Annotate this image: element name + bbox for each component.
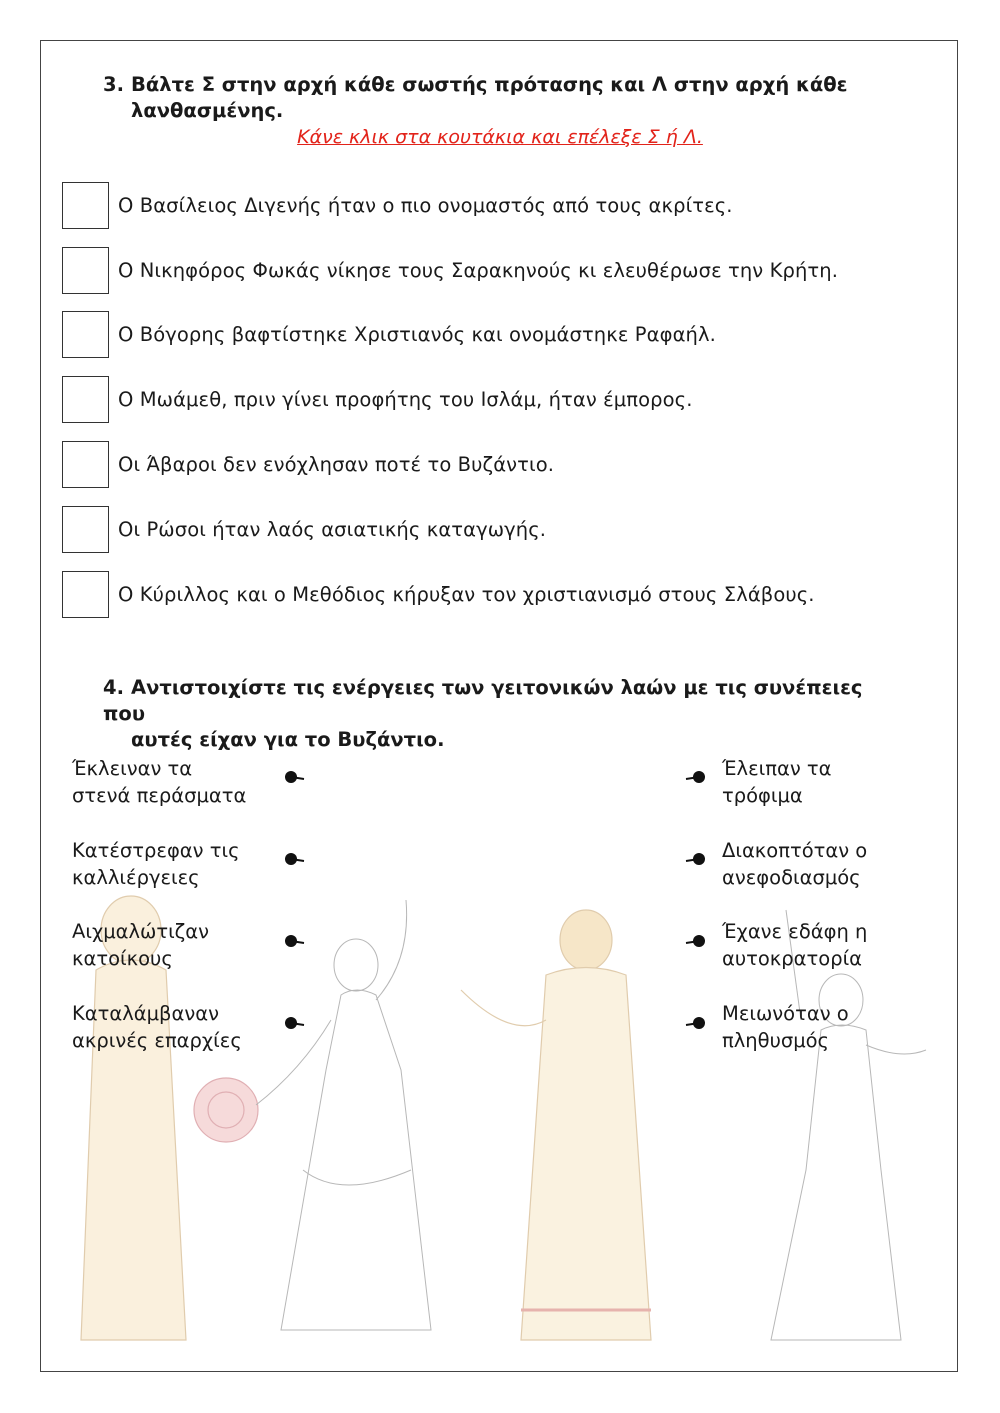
figure-center-woman — [461, 910, 651, 1340]
match-right-3-line2: αυτοκρατορία — [722, 947, 863, 970]
statement-row — [62, 246, 838, 295]
match-left-3-line1: Αιχμαλώτιζαν — [72, 920, 210, 943]
question-3-heading-line2: λανθασμένης. — [131, 99, 284, 122]
match-left-2-line2: καλλιέργειες — [72, 866, 200, 889]
question-4-heading-line2: αυτές είχαν για το Βυζάντιο. — [131, 728, 445, 751]
left-connector-dot-4[interactable] — [282, 1015, 308, 1031]
answer-box-2[interactable] — [62, 247, 109, 294]
match-left-4-line1: Καταλάμβαναν — [72, 1002, 219, 1025]
match-left-3-line2: κατοίκους — [72, 947, 173, 970]
statement-row — [62, 375, 693, 424]
match-right-item-4 — [722, 1000, 922, 1054]
question-4-heading — [103, 675, 903, 753]
match-left-item-3 — [72, 918, 282, 972]
left-connector-dot-1[interactable] — [282, 769, 308, 785]
figure-dancer — [256, 900, 431, 1330]
match-left-2-line1: Κατέστρεφαν τις — [72, 839, 240, 862]
question-4-heading-line1: Αντιστοιχίστε τις ενέργειες των γειτονικών λαών με τις συνέπειες που — [103, 676, 863, 725]
match-right-4-line1: Μειωνόταν ο — [722, 1002, 849, 1025]
match-right-item-1 — [722, 755, 922, 809]
question-3-heading-line1: Βάλτε Σ στην αρχή κάθε σωστής πρότασης και Λ στην αρχή κάθε — [131, 73, 848, 96]
answer-box-6[interactable] — [62, 506, 109, 553]
answer-box-7[interactable] — [62, 571, 109, 618]
statement-row — [62, 181, 733, 230]
left-connector-dot-2[interactable] — [282, 851, 308, 867]
right-connector-dot-3[interactable] — [682, 933, 708, 949]
answer-box-3[interactable] — [62, 311, 109, 358]
answer-box-4[interactable] — [62, 376, 109, 423]
question-3-number: 3. — [103, 73, 124, 96]
match-right-2-line2: ανεφοδιασμός — [722, 866, 861, 889]
match-left-item-4 — [72, 1000, 282, 1054]
match-right-1-line2: τρόφιμα — [722, 784, 803, 807]
match-left-1-line2: στενά περάσματα — [72, 784, 247, 807]
figure-right-woman — [771, 910, 926, 1340]
right-connector-dot-4[interactable] — [682, 1015, 708, 1031]
statement-text-1: Ο Βασίλειος Διγενής ήταν ο πιο ονομαστός από τους ακρίτες. — [118, 194, 733, 217]
answer-box-1[interactable] — [62, 182, 109, 229]
question-3-heading — [103, 72, 903, 124]
match-left-item-1 — [72, 755, 282, 809]
statement-text-6: Οι Ρώσοι ήταν λαός ασιατικής καταγωγής. — [118, 518, 547, 541]
match-right-item-3 — [722, 918, 922, 972]
match-right-3-line1: Έχανε εδάφη η — [722, 920, 868, 943]
match-right-4-line2: πληθυσμός — [722, 1029, 829, 1052]
statement-text-5: Οι Άβαροι δεν ενόχλησαν ποτέ το Βυζάντιο. — [118, 453, 555, 476]
left-connector-dot-3[interactable] — [282, 933, 308, 949]
question-4-number: 4. — [103, 676, 124, 699]
statement-text-7: Ο Κύριλλος και ο Μεθόδιος κήρυξαν τον χριστιανισμό στους Σλάβους. — [118, 583, 815, 606]
match-left-1-line1: Έκλειναν τα — [72, 757, 193, 780]
statement-text-4: Ο Μωάμεθ, πριν γίνει προφήτης του Ισλάμ, ήταν έμπορος. — [118, 388, 693, 411]
statement-row — [62, 570, 815, 619]
statement-text-2: Ο Νικηφόρος Φωκάς νίκησε τους Σαρακηνούς κι ελευθέρωσε την Κρήτη. — [118, 259, 839, 282]
instruction-text: Κάνε κλικ στα κουτάκια και επέλεξε Σ ή Λ. — [297, 126, 703, 148]
statement-row — [62, 440, 554, 489]
right-connector-dot-2[interactable] — [682, 851, 708, 867]
statement-row — [62, 505, 546, 554]
match-right-item-2 — [722, 837, 922, 891]
match-right-1-line1: Έλειπαν τα — [722, 757, 832, 780]
answer-box-5[interactable] — [62, 441, 109, 488]
match-left-item-2 — [72, 837, 282, 891]
statement-text-3: Ο Βόγορης βαφτίστηκε Χριστιανός και ονομάστηκε Ραφαήλ. — [118, 323, 716, 346]
match-left-4-line2: ακρινές επαρχίες — [72, 1029, 242, 1052]
statement-row — [62, 310, 716, 359]
right-connector-dot-1[interactable] — [682, 769, 708, 785]
match-right-2-line1: Διακοπτόταν ο — [722, 839, 868, 862]
